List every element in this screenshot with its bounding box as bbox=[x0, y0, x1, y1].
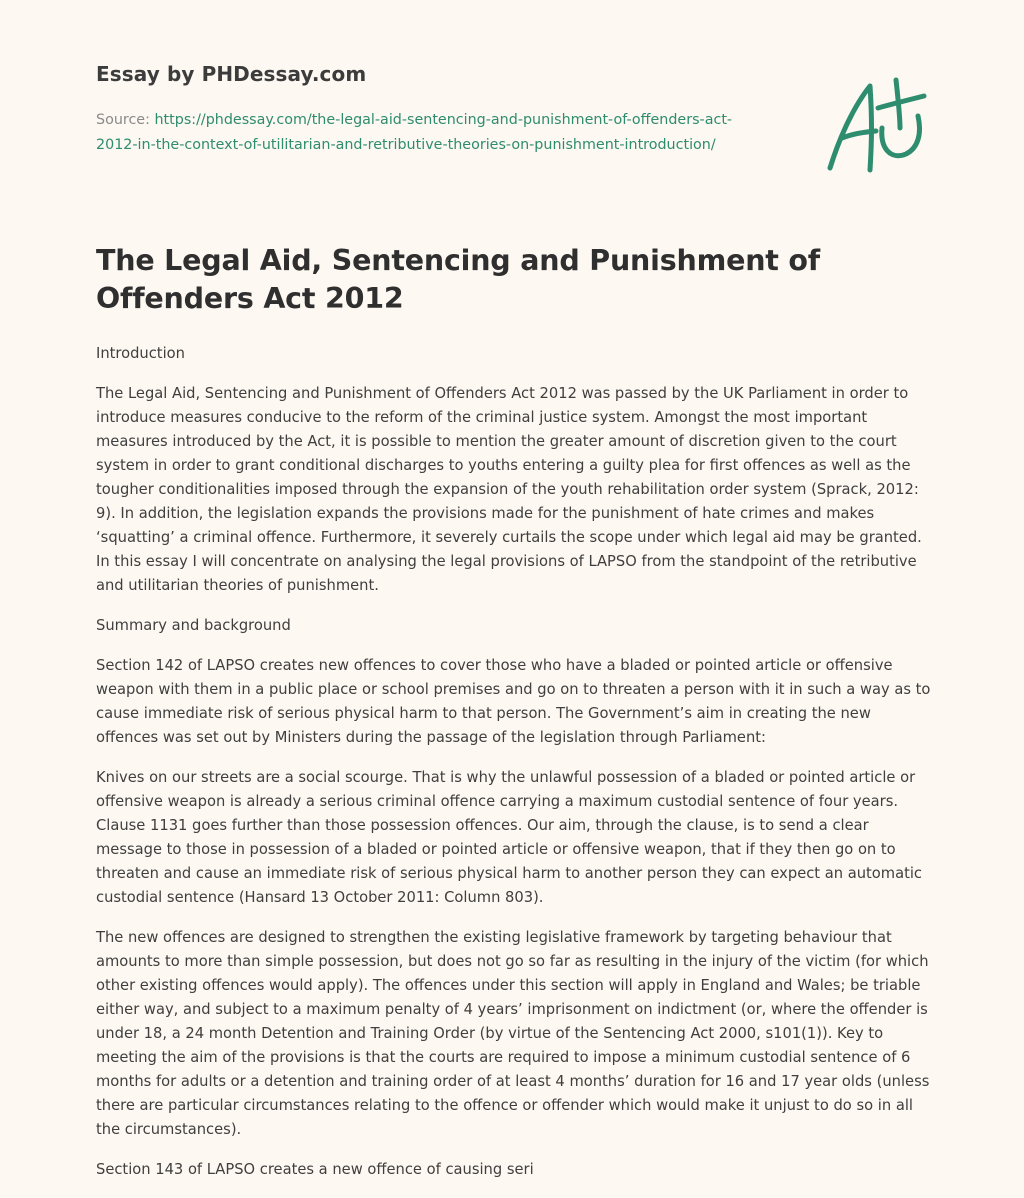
essay-title: The Legal Aid, Sentencing and Punishment of Offenders Act 2012 bbox=[96, 244, 821, 315]
paragraph-truncated: Section 143 of LAPSO creates a new offence of causing seri bbox=[96, 1161, 534, 1178]
essay-body bbox=[96, 342, 932, 1198]
site-title: Essay by PHDessay.com bbox=[96, 62, 367, 86]
paragraph: The Legal Aid, Sentencing and Punishment of Offenders Act 2012 was passed by the UK Parliament in order to introduce measures conducive to the reform of the criminal justice system. Amongst the most important measures introduced by the Act, it is possible to mention the greater amount of discretion given to the court system in order to grant conditional discharges to youths entering a guilty plea for first offences as well as the tougher conditionalities imposed through the expansion of the youth rehabilitation order system (Sprack, 2012: 9). In addition, the legislation expands the provisions made for the punishment of hate crimes and makes ‘squatting’ a criminal offence. Furthermore, it severely curtails the scope under which legal aid may be granted. In this essay I will concentrate on analysing the legal provisions of LAPSO from the standpoint of the retributive and utilitarian theories of punishment. bbox=[96, 385, 922, 594]
paragraph: The new offences are designed to strengthen the existing legislative framework by targeting behaviour that amounts to more than simple possession, but does not go so far as resulting in the injury of the victim (for which other existing offences would apply). The offences under this section will apply in England and Wales; be triable either way, and subject to a maximum penalty of 4 years’ imprisonment on indictment (or, where the offender is under 18, a 24 month Detention and Training Order (by virtue of the Sentencing Act 2000, s101(1)). Key to meeting the aim of the provisions is that the courts are required to impose a minimum custodial sentence of 6 months for adults or a detention and training order of at least 4 months’ duration for 16 and 17 year olds (unless there are particular circumstances relating to the offence or offender which would make it unjust to do so in all the circumstances). bbox=[96, 929, 930, 1138]
paragraph: Section 142 of LAPSO creates new offences to cover those who have a bladed or pointed article or offensive weapon with them in a public place or school premises and go on to threaten a person with it in such a way as to cause immediate risk of serious physical harm to that person. The Government’s aim in creating the new offences was set out by Ministers during the passage of the legislation through Parliament: bbox=[96, 657, 931, 746]
source-label: Source: bbox=[96, 112, 150, 128]
quote-paragraph: Knives on our streets are a social scourge. That is why the unlawful possession of a bladed or pointed article or offensive weapon is already a serious criminal offence carrying a maximum custodial sentence of four years. Clause 1131 goes further than those possession offences. Our aim, through the clause, is to send a clear message to those in possession of a bladed or pointed article or offensive weapon, that if they then go on to threaten and cause an immediate risk of serious physical harm to another person they can expect an automatic custodial sentence (Hansard 13 October 2011: Column 803). bbox=[96, 769, 922, 906]
section-heading-introduction: Introduction bbox=[96, 345, 185, 362]
source-line bbox=[96, 108, 756, 157]
page-header bbox=[96, 60, 756, 157]
section-heading-summary: Summary and background bbox=[96, 617, 291, 634]
a-plus-grade-icon bbox=[820, 76, 930, 176]
source-link[interactable]: https://phdessay.com/the-legal-aid-sentencing-and-punishment-of-offenders-act-2012-in-the-context-of-utilitarian-and-retributive-theories-on-punishment-introduction/ bbox=[96, 112, 733, 153]
